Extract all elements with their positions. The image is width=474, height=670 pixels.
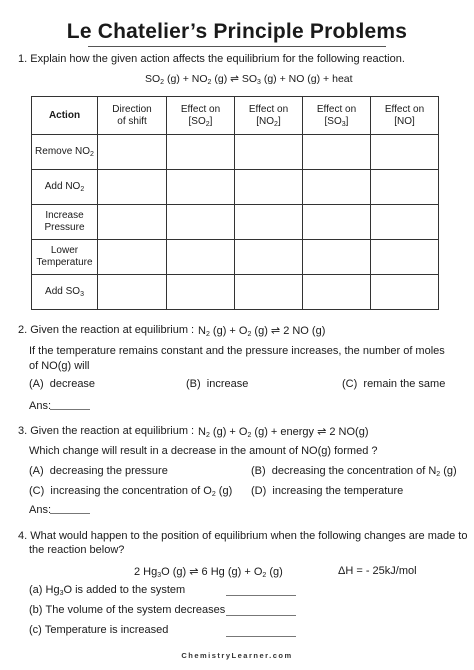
row-action-increase-pressure: Increase Pressure: [32, 205, 98, 240]
answer-cell[interactable]: [371, 205, 439, 240]
answer-cell[interactable]: [167, 205, 235, 240]
answer-cell[interactable]: [167, 275, 235, 310]
answer-cell[interactable]: [303, 240, 371, 275]
table-row: [32, 170, 439, 205]
site-footer-watermark: ChemistryLearner.com: [181, 651, 293, 660]
question-3-prompt: [18, 425, 194, 437]
option-2a[interactable]: (A) decrease: [29, 378, 96, 390]
answer-cell[interactable]: [371, 240, 439, 275]
table-row: [32, 135, 439, 170]
question-1-prompt: [18, 53, 405, 65]
question-4b-answer-blank[interactable]: [226, 615, 296, 616]
question-3-answer-blank[interactable]: [50, 513, 90, 514]
question-2-prompt: [18, 324, 194, 336]
answer-cell[interactable]: [235, 205, 303, 240]
answer-cell[interactable]: [235, 275, 303, 310]
answer-cell[interactable]: [235, 135, 303, 170]
answer-cell[interactable]: [303, 205, 371, 240]
question-2-answer-blank[interactable]: [50, 409, 90, 410]
answer-cell[interactable]: [98, 205, 167, 240]
question-4-reaction: 2 $Hg_3O$ (g) ⇌ 6 Hg $(g) + O_2$ (g): [134, 566, 283, 579]
answer-cell[interactable]: [303, 170, 371, 205]
title-underline: [88, 46, 386, 47]
answer-cell[interactable]: [371, 275, 439, 310]
answer-cell[interactable]: [235, 240, 303, 275]
question-2-reaction: $N_2$ $(g) + O_2$ (g) ⇌ 2 NO (g): [198, 325, 326, 338]
question-4-part-a: (a) $Hg_3O$ is added to the system: [29, 584, 186, 597]
question-1-text: Explain how the given action affects the equilibrium for the following reaction.: [30, 53, 405, 65]
question-1-number: 1.: [18, 53, 28, 65]
answer-cell[interactable]: [303, 135, 371, 170]
row-action-add-no2: Add $NO_2$: [32, 170, 98, 205]
question-2-body-line-2: of NO(g) will: [29, 360, 90, 372]
table-row: [32, 240, 439, 275]
answer-cell[interactable]: [98, 240, 167, 275]
answer-cell[interactable]: [98, 170, 167, 205]
header-direction-of-shift: Direction of shift: [98, 97, 167, 135]
question-4-prompt-line-2: the reaction below?: [29, 544, 125, 556]
question-4-enthalpy: ΔH = - 25kJ/mol: [338, 565, 417, 577]
question-2-text: Given the reaction at equilibrium :: [30, 324, 195, 336]
option-2c[interactable]: (C) remain the same: [342, 378, 446, 390]
question-1-reaction: $SO_2$ $(g) + NO_2$ (g) ⇌ $SO_3$ (g) + NO (g) + heat: [145, 73, 353, 86]
question-4-part-b: (b) The volume of the system decreases: [29, 604, 226, 616]
question-3-number: 3.: [18, 425, 28, 437]
answer-cell[interactable]: [167, 135, 235, 170]
row-action-remove-no2: Remove $NO_2$: [32, 135, 98, 170]
table-row: [32, 275, 439, 310]
answer-cell[interactable]: [98, 275, 167, 310]
row-action-add-so3: Add $SO_3$: [32, 275, 98, 310]
option-3a[interactable]: (A) decreasing the pressure: [29, 465, 168, 477]
answer-cell[interactable]: [167, 240, 235, 275]
header-effect-so3: Effect on $[SO_3]$: [303, 97, 371, 135]
answer-cell[interactable]: [98, 135, 167, 170]
question-3-text: Given the reaction at equilibrium :: [30, 425, 195, 437]
question-2-answer-label: Ans:: [29, 400, 52, 412]
option-3b[interactable]: (B) decreasing the concentration of $N_2$ (g): [251, 465, 457, 478]
question-3-answer-label: Ans:: [29, 504, 52, 516]
header-effect-no2: Effect on $[NO_2]$: [235, 97, 303, 135]
question-2-body-line-1: If the temperature remains constant and the pressure increases, the number of moles: [29, 345, 445, 357]
option-3d[interactable]: (D) increasing the temperature: [251, 485, 404, 497]
option-2b[interactable]: (B) increase: [186, 378, 249, 390]
equilibrium-effects-table: [31, 96, 439, 310]
page-title: Le Chatelier’s Principle Problems: [66, 20, 408, 43]
question-3-reaction: $N_2$ $(g) + O_2$ (g) + energy ⇌ 2 NO(g): [198, 426, 369, 439]
question-2-number: 2.: [18, 324, 28, 336]
question-4-part-c: (c) Temperature is increased: [29, 624, 169, 636]
row-action-lower-temperature: Lower Temperature: [32, 240, 98, 275]
answer-cell[interactable]: [371, 170, 439, 205]
question-4c-answer-blank[interactable]: [226, 636, 296, 637]
header-effect-so2: Effect on $[SO_2]$: [167, 97, 235, 135]
table-header-row: [32, 97, 439, 135]
answer-cell[interactable]: [167, 170, 235, 205]
question-4-prompt-line-1: [18, 530, 467, 542]
table-row: [32, 205, 439, 240]
option-3c[interactable]: (C) increasing the concentration of $O_2$ (g): [29, 485, 233, 498]
question-3-body: Which change will result in a decrease in the amount of NO(g) formed ?: [29, 445, 378, 457]
question-4-number: 4.: [18, 530, 28, 542]
answer-cell[interactable]: [235, 170, 303, 205]
question-4a-answer-blank[interactable]: [226, 595, 296, 596]
answer-cell[interactable]: [371, 135, 439, 170]
question-4-text: What would happen to the position of equilibrium when the following changes are made to: [30, 530, 468, 542]
answer-cell[interactable]: [303, 275, 371, 310]
header-action: Action: [32, 97, 98, 135]
header-effect-no: Effect on [NO]: [371, 97, 439, 135]
